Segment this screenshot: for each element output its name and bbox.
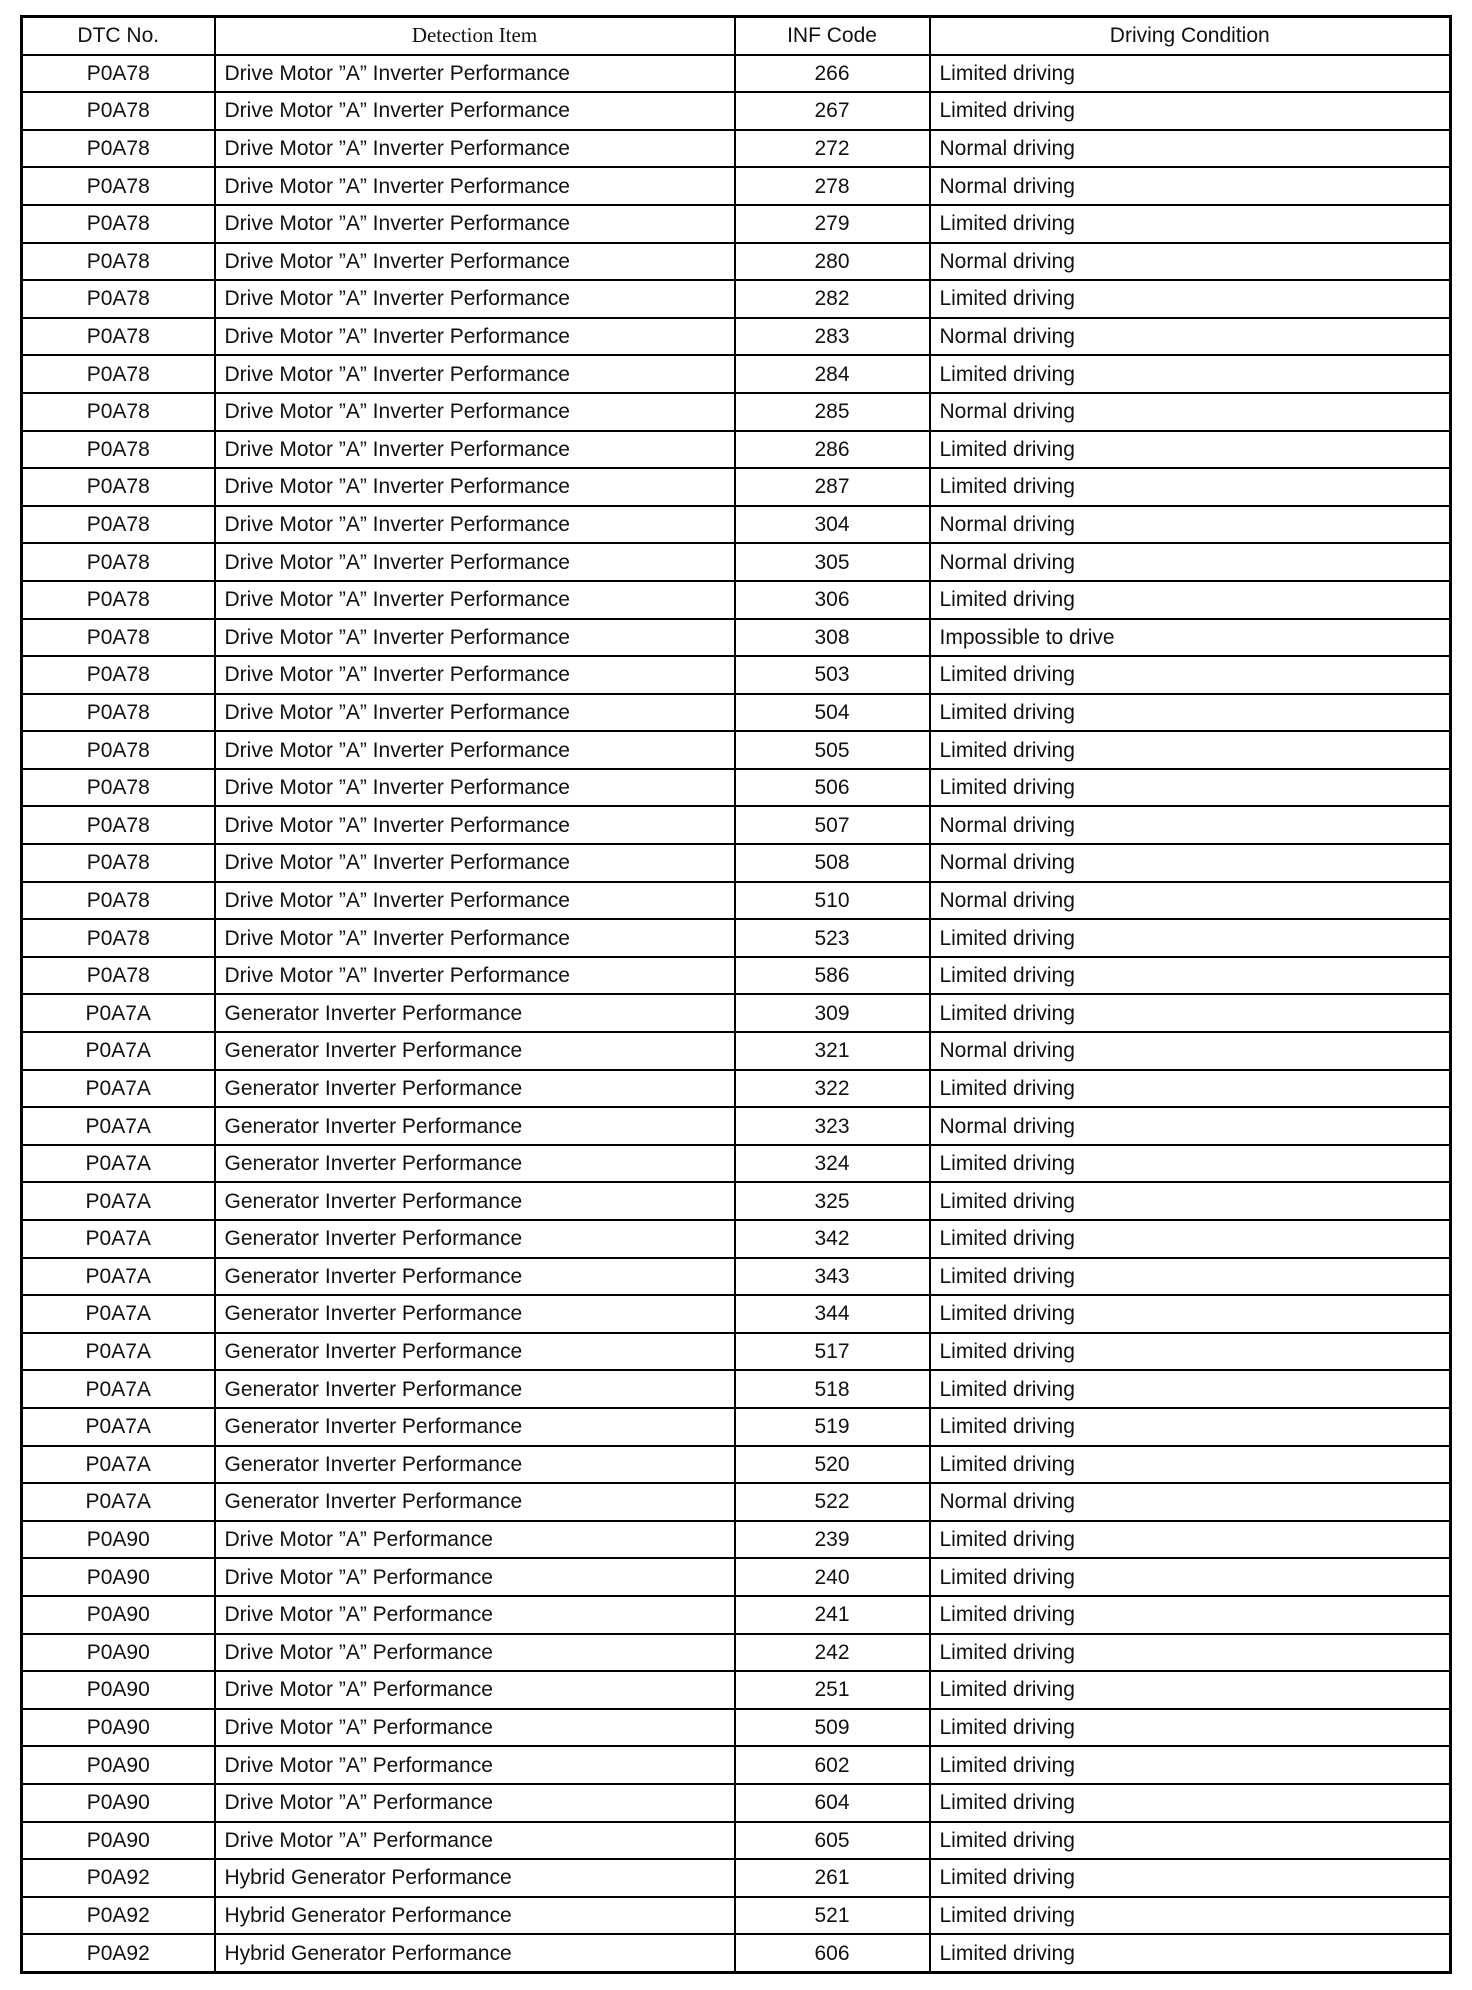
detection-item-cell: Drive Motor ”A” Performance xyxy=(215,1634,735,1672)
driving-condition-cell: Limited driving xyxy=(930,1897,1451,1935)
detection-item-cell: Drive Motor ”A” Performance xyxy=(215,1822,735,1860)
inf-code-cell: 510 xyxy=(735,882,930,920)
inf-code-cell: 309 xyxy=(735,994,930,1032)
table-row xyxy=(22,994,1451,1032)
dtc-no-cell: P0A78 xyxy=(22,619,215,657)
detection-item-cell: Drive Motor ”A” Inverter Performance xyxy=(215,581,735,619)
dtc-no-cell: P0A78 xyxy=(22,581,215,619)
dtc-no-cell: P0A90 xyxy=(22,1784,215,1822)
driving-condition-cell: Limited driving xyxy=(930,731,1451,769)
inf-code-cell: 261 xyxy=(735,1859,930,1897)
detection-item-cell: Drive Motor ”A” Inverter Performance xyxy=(215,543,735,581)
table-row xyxy=(22,1934,1451,1972)
driving-condition-cell: Limited driving xyxy=(930,1934,1451,1972)
inf-code-cell: 266 xyxy=(735,55,930,93)
dtc-no-cell: P0A78 xyxy=(22,731,215,769)
driving-condition-cell: Limited driving xyxy=(930,1070,1451,1108)
table-row xyxy=(22,1859,1451,1897)
dtc-no-cell: P0A78 xyxy=(22,769,215,807)
inf-code-cell: 342 xyxy=(735,1220,930,1258)
table-row xyxy=(22,806,1451,844)
table-row xyxy=(22,1258,1451,1296)
table-row xyxy=(22,55,1451,93)
driving-condition-cell: Limited driving xyxy=(930,656,1451,694)
detection-item-cell: Generator Inverter Performance xyxy=(215,1295,735,1333)
dtc-no-cell: P0A90 xyxy=(22,1709,215,1747)
detection-item-cell: Drive Motor ”A” Inverter Performance xyxy=(215,506,735,544)
table-row xyxy=(22,694,1451,732)
table-row xyxy=(22,1370,1451,1408)
table-row xyxy=(22,355,1451,393)
header-row xyxy=(22,17,1451,55)
driving-condition-cell: Limited driving xyxy=(930,55,1451,93)
table-row xyxy=(22,581,1451,619)
inf-code-cell: 279 xyxy=(735,205,930,243)
dtc-no-cell: P0A92 xyxy=(22,1859,215,1897)
inf-code-cell: 308 xyxy=(735,619,930,657)
table-row xyxy=(22,731,1451,769)
driving-condition-cell: Limited driving xyxy=(930,280,1451,318)
dtc-no-cell: P0A7A xyxy=(22,1032,215,1070)
driving-condition-cell: Normal driving xyxy=(930,130,1451,168)
detection-item-cell: Drive Motor ”A” Inverter Performance xyxy=(215,957,735,995)
table-row xyxy=(22,656,1451,694)
detection-item-cell: Drive Motor ”A” Inverter Performance xyxy=(215,280,735,318)
driving-condition-cell: Limited driving xyxy=(930,957,1451,995)
table-row xyxy=(22,844,1451,882)
inf-code-cell: 241 xyxy=(735,1596,930,1634)
dtc-no-cell: P0A78 xyxy=(22,844,215,882)
driving-condition-cell: Limited driving xyxy=(930,1145,1451,1183)
dtc-no-cell: P0A90 xyxy=(22,1746,215,1784)
driving-condition-cell: Limited driving xyxy=(930,694,1451,732)
table-row xyxy=(22,431,1451,469)
table-row xyxy=(22,1333,1451,1371)
driving-condition-cell: Limited driving xyxy=(930,1634,1451,1672)
dtc-no-cell: P0A90 xyxy=(22,1634,215,1672)
dtc-no-cell: P0A7A xyxy=(22,1446,215,1484)
dtc-no-cell: P0A92 xyxy=(22,1934,215,1972)
detection-item-cell: Generator Inverter Performance xyxy=(215,1408,735,1446)
table-row xyxy=(22,619,1451,657)
dtc-no-cell: P0A90 xyxy=(22,1671,215,1709)
driving-condition-cell: Limited driving xyxy=(930,1859,1451,1897)
detection-item-cell: Generator Inverter Performance xyxy=(215,1032,735,1070)
driving-condition-cell: Limited driving xyxy=(930,1746,1451,1784)
detection-item-cell: Drive Motor ”A” Inverter Performance xyxy=(215,431,735,469)
detection-item-cell: Drive Motor ”A” Inverter Performance xyxy=(215,806,735,844)
detection-item-cell: Drive Motor ”A” Inverter Performance xyxy=(215,130,735,168)
driving-condition-cell: Normal driving xyxy=(930,318,1451,356)
dtc-no-cell: P0A78 xyxy=(22,656,215,694)
inf-code-cell: 520 xyxy=(735,1446,930,1484)
driving-condition-cell: Limited driving xyxy=(930,769,1451,807)
inf-code-cell: 287 xyxy=(735,468,930,506)
inf-code-cell: 586 xyxy=(735,957,930,995)
table-row xyxy=(22,1408,1451,1446)
table-row xyxy=(22,1446,1451,1484)
inf-code-cell: 306 xyxy=(735,581,930,619)
detection-item-cell: Drive Motor ”A” Inverter Performance xyxy=(215,92,735,130)
detection-item-cell: Drive Motor ”A” Inverter Performance xyxy=(215,167,735,205)
driving-condition-cell: Limited driving xyxy=(930,205,1451,243)
table-row xyxy=(22,1145,1451,1183)
driving-condition-cell: Limited driving xyxy=(930,1709,1451,1747)
table-row xyxy=(22,1596,1451,1634)
table-row xyxy=(22,243,1451,281)
table-row xyxy=(22,318,1451,356)
driving-condition-cell: Limited driving xyxy=(930,1446,1451,1484)
dtc-no-cell: P0A7A xyxy=(22,1408,215,1446)
inf-code-cell: 519 xyxy=(735,1408,930,1446)
table-row xyxy=(22,1070,1451,1108)
driving-condition-cell: Normal driving xyxy=(930,167,1451,205)
table-row xyxy=(22,92,1451,130)
table-row xyxy=(22,1107,1451,1145)
driving-condition-cell: Normal driving xyxy=(930,393,1451,431)
table-row xyxy=(22,1032,1451,1070)
dtc-no-cell: P0A78 xyxy=(22,694,215,732)
dtc-no-cell: P0A78 xyxy=(22,55,215,93)
detection-item-cell: Hybrid Generator Performance xyxy=(215,1934,735,1972)
table-row xyxy=(22,205,1451,243)
table-row xyxy=(22,1558,1451,1596)
driving-condition-cell: Normal driving xyxy=(930,243,1451,281)
driving-condition-cell: Limited driving xyxy=(930,1521,1451,1559)
detection-item-cell: Drive Motor ”A” Inverter Performance xyxy=(215,393,735,431)
detection-item-cell: Drive Motor ”A” Performance xyxy=(215,1521,735,1559)
inf-code-cell: 523 xyxy=(735,919,930,957)
inf-code-cell: 278 xyxy=(735,167,930,205)
inf-code-cell: 272 xyxy=(735,130,930,168)
driving-condition-cell: Normal driving xyxy=(930,844,1451,882)
inf-code-cell: 325 xyxy=(735,1182,930,1220)
detection-item-cell: Generator Inverter Performance xyxy=(215,1220,735,1258)
detection-item-cell: Drive Motor ”A” Inverter Performance xyxy=(215,769,735,807)
inf-code-cell: 506 xyxy=(735,769,930,807)
inf-code-cell: 518 xyxy=(735,1370,930,1408)
dtc-no-cell: P0A7A xyxy=(22,994,215,1032)
detection-item-cell: Drive Motor ”A” Inverter Performance xyxy=(215,318,735,356)
driving-condition-cell: Limited driving xyxy=(930,1822,1451,1860)
detection-item-cell: Generator Inverter Performance xyxy=(215,1333,735,1371)
inf-code-cell: 239 xyxy=(735,1521,930,1559)
header-detection-item: Detection Item xyxy=(215,17,735,55)
inf-code-cell: 343 xyxy=(735,1258,930,1296)
detection-item-cell: Generator Inverter Performance xyxy=(215,994,735,1032)
inf-code-cell: 286 xyxy=(735,431,930,469)
driving-condition-cell: Normal driving xyxy=(930,1107,1451,1145)
driving-condition-cell: Limited driving xyxy=(930,1596,1451,1634)
driving-condition-cell: Limited driving xyxy=(930,1258,1451,1296)
driving-condition-cell: Limited driving xyxy=(930,1182,1451,1220)
inf-code-cell: 606 xyxy=(735,1934,930,1972)
dtc-no-cell: P0A7A xyxy=(22,1333,215,1371)
driving-condition-cell: Limited driving xyxy=(930,919,1451,957)
detection-item-cell: Generator Inverter Performance xyxy=(215,1070,735,1108)
inf-code-cell: 322 xyxy=(735,1070,930,1108)
table-row xyxy=(22,280,1451,318)
table-row xyxy=(22,1182,1451,1220)
table-row xyxy=(22,919,1451,957)
table-row xyxy=(22,1784,1451,1822)
driving-condition-cell: Limited driving xyxy=(930,1220,1451,1258)
table-row xyxy=(22,882,1451,920)
detection-item-cell: Drive Motor ”A” Inverter Performance xyxy=(215,919,735,957)
detection-item-cell: Drive Motor ”A” Inverter Performance xyxy=(215,882,735,920)
dtc-no-cell: P0A7A xyxy=(22,1258,215,1296)
driving-condition-cell: Limited driving xyxy=(930,355,1451,393)
dtc-no-cell: P0A78 xyxy=(22,280,215,318)
table-row xyxy=(22,1220,1451,1258)
detection-item-cell: Drive Motor ”A” Performance xyxy=(215,1596,735,1634)
inf-code-cell: 280 xyxy=(735,243,930,281)
inf-code-cell: 251 xyxy=(735,1671,930,1709)
detection-item-cell: Hybrid Generator Performance xyxy=(215,1859,735,1897)
detection-item-cell: Drive Motor ”A” Performance xyxy=(215,1746,735,1784)
table-row xyxy=(22,957,1451,995)
dtc-no-cell: P0A78 xyxy=(22,92,215,130)
detection-item-cell: Drive Motor ”A” Inverter Performance xyxy=(215,243,735,281)
table-row xyxy=(22,1483,1451,1521)
table-row xyxy=(22,543,1451,581)
dtc-no-cell: P0A78 xyxy=(22,205,215,243)
inf-code-cell: 507 xyxy=(735,806,930,844)
driving-condition-cell: Limited driving xyxy=(930,1408,1451,1446)
header-dtc-no: DTC No. xyxy=(22,17,215,55)
driving-condition-cell: Impossible to drive xyxy=(930,619,1451,657)
inf-code-cell: 285 xyxy=(735,393,930,431)
inf-code-cell: 508 xyxy=(735,844,930,882)
inf-code-cell: 605 xyxy=(735,1822,930,1860)
dtc-no-cell: P0A78 xyxy=(22,543,215,581)
inf-code-cell: 267 xyxy=(735,92,930,130)
dtc-no-cell: P0A78 xyxy=(22,167,215,205)
inf-code-cell: 240 xyxy=(735,1558,930,1596)
inf-code-cell: 504 xyxy=(735,694,930,732)
inf-code-cell: 282 xyxy=(735,280,930,318)
inf-code-cell: 604 xyxy=(735,1784,930,1822)
driving-condition-cell: Normal driving xyxy=(930,806,1451,844)
inf-code-cell: 324 xyxy=(735,1145,930,1183)
detection-item-cell: Drive Motor ”A” Inverter Performance xyxy=(215,694,735,732)
inf-code-cell: 522 xyxy=(735,1483,930,1521)
dtc-no-cell: P0A90 xyxy=(22,1521,215,1559)
table-row xyxy=(22,1822,1451,1860)
dtc-table xyxy=(20,15,1452,1974)
table-row xyxy=(22,1746,1451,1784)
table-row xyxy=(22,1295,1451,1333)
detection-item-cell: Drive Motor ”A” Inverter Performance xyxy=(215,731,735,769)
dtc-no-cell: P0A7A xyxy=(22,1070,215,1108)
detection-item-cell: Drive Motor ”A” Inverter Performance xyxy=(215,656,735,694)
dtc-no-cell: P0A78 xyxy=(22,468,215,506)
inf-code-cell: 344 xyxy=(735,1295,930,1333)
table-row xyxy=(22,167,1451,205)
driving-condition-cell: Limited driving xyxy=(930,468,1451,506)
table-row xyxy=(22,1897,1451,1935)
driving-condition-cell: Normal driving xyxy=(930,1032,1451,1070)
table-row xyxy=(22,769,1451,807)
driving-condition-cell: Normal driving xyxy=(930,506,1451,544)
dtc-no-cell: P0A78 xyxy=(22,130,215,168)
inf-code-cell: 321 xyxy=(735,1032,930,1070)
inf-code-cell: 305 xyxy=(735,543,930,581)
detection-item-cell: Hybrid Generator Performance xyxy=(215,1897,735,1935)
inf-code-cell: 242 xyxy=(735,1634,930,1672)
table-row xyxy=(22,468,1451,506)
detection-item-cell: Generator Inverter Performance xyxy=(215,1446,735,1484)
detection-item-cell: Generator Inverter Performance xyxy=(215,1145,735,1183)
driving-condition-cell: Limited driving xyxy=(930,1784,1451,1822)
driving-condition-cell: Limited driving xyxy=(930,1333,1451,1371)
header-driving-condition: Driving Condition xyxy=(930,17,1451,55)
dtc-no-cell: P0A7A xyxy=(22,1220,215,1258)
table-body xyxy=(22,55,1451,1973)
driving-condition-cell: Limited driving xyxy=(930,1370,1451,1408)
dtc-no-cell: P0A78 xyxy=(22,882,215,920)
dtc-no-cell: P0A7A xyxy=(22,1483,215,1521)
dtc-no-cell: P0A7A xyxy=(22,1145,215,1183)
dtc-no-cell: P0A78 xyxy=(22,919,215,957)
driving-condition-cell: Limited driving xyxy=(930,92,1451,130)
driving-condition-cell: Normal driving xyxy=(930,543,1451,581)
dtc-no-cell: P0A78 xyxy=(22,355,215,393)
dtc-no-cell: P0A90 xyxy=(22,1822,215,1860)
header-inf-code: INF Code xyxy=(735,17,930,55)
dtc-no-cell: P0A78 xyxy=(22,318,215,356)
table-row xyxy=(22,506,1451,544)
table-row xyxy=(22,393,1451,431)
table-row xyxy=(22,1634,1451,1672)
detection-item-cell: Generator Inverter Performance xyxy=(215,1182,735,1220)
driving-condition-cell: Limited driving xyxy=(930,431,1451,469)
dtc-no-cell: P0A92 xyxy=(22,1897,215,1935)
driving-condition-cell: Normal driving xyxy=(930,882,1451,920)
detection-item-cell: Drive Motor ”A” Inverter Performance xyxy=(215,355,735,393)
detection-item-cell: Drive Motor ”A” Inverter Performance xyxy=(215,844,735,882)
detection-item-cell: Drive Motor ”A” Inverter Performance xyxy=(215,55,735,93)
inf-code-cell: 505 xyxy=(735,731,930,769)
inf-code-cell: 323 xyxy=(735,1107,930,1145)
detection-item-cell: Drive Motor ”A” Performance xyxy=(215,1784,735,1822)
table-row xyxy=(22,1709,1451,1747)
dtc-no-cell: P0A78 xyxy=(22,506,215,544)
inf-code-cell: 521 xyxy=(735,1897,930,1935)
detection-item-cell: Drive Motor ”A” Inverter Performance xyxy=(215,468,735,506)
driving-condition-cell: Limited driving xyxy=(930,581,1451,619)
inf-code-cell: 284 xyxy=(735,355,930,393)
detection-item-cell: Generator Inverter Performance xyxy=(215,1258,735,1296)
dtc-no-cell: P0A7A xyxy=(22,1107,215,1145)
driving-condition-cell: Normal driving xyxy=(930,1483,1451,1521)
detection-item-cell: Generator Inverter Performance xyxy=(215,1483,735,1521)
dtc-no-cell: P0A7A xyxy=(22,1182,215,1220)
detection-item-cell: Drive Motor ”A” Performance xyxy=(215,1558,735,1596)
dtc-no-cell: P0A78 xyxy=(22,243,215,281)
table-row xyxy=(22,1671,1451,1709)
dtc-no-cell: P0A90 xyxy=(22,1558,215,1596)
dtc-no-cell: P0A90 xyxy=(22,1596,215,1634)
inf-code-cell: 503 xyxy=(735,656,930,694)
inf-code-cell: 304 xyxy=(735,506,930,544)
detection-item-cell: Generator Inverter Performance xyxy=(215,1370,735,1408)
detection-item-cell: Drive Motor ”A” Inverter Performance xyxy=(215,205,735,243)
driving-condition-cell: Limited driving xyxy=(930,1295,1451,1333)
detection-item-cell: Drive Motor ”A” Inverter Performance xyxy=(215,619,735,657)
dtc-no-cell: P0A78 xyxy=(22,393,215,431)
driving-condition-cell: Limited driving xyxy=(930,1558,1451,1596)
dtc-no-cell: P0A7A xyxy=(22,1295,215,1333)
dtc-no-cell: P0A78 xyxy=(22,806,215,844)
inf-code-cell: 283 xyxy=(735,318,930,356)
detection-item-cell: Generator Inverter Performance xyxy=(215,1107,735,1145)
driving-condition-cell: Limited driving xyxy=(930,994,1451,1032)
driving-condition-cell: Limited driving xyxy=(930,1671,1451,1709)
table-row xyxy=(22,130,1451,168)
table-row xyxy=(22,1521,1451,1559)
inf-code-cell: 517 xyxy=(735,1333,930,1371)
dtc-no-cell: P0A78 xyxy=(22,431,215,469)
inf-code-cell: 509 xyxy=(735,1709,930,1747)
detection-item-cell: Drive Motor ”A” Performance xyxy=(215,1709,735,1747)
inf-code-cell: 602 xyxy=(735,1746,930,1784)
detection-item-cell: Drive Motor ”A” Performance xyxy=(215,1671,735,1709)
dtc-no-cell: P0A7A xyxy=(22,1370,215,1408)
dtc-no-cell: P0A78 xyxy=(22,957,215,995)
